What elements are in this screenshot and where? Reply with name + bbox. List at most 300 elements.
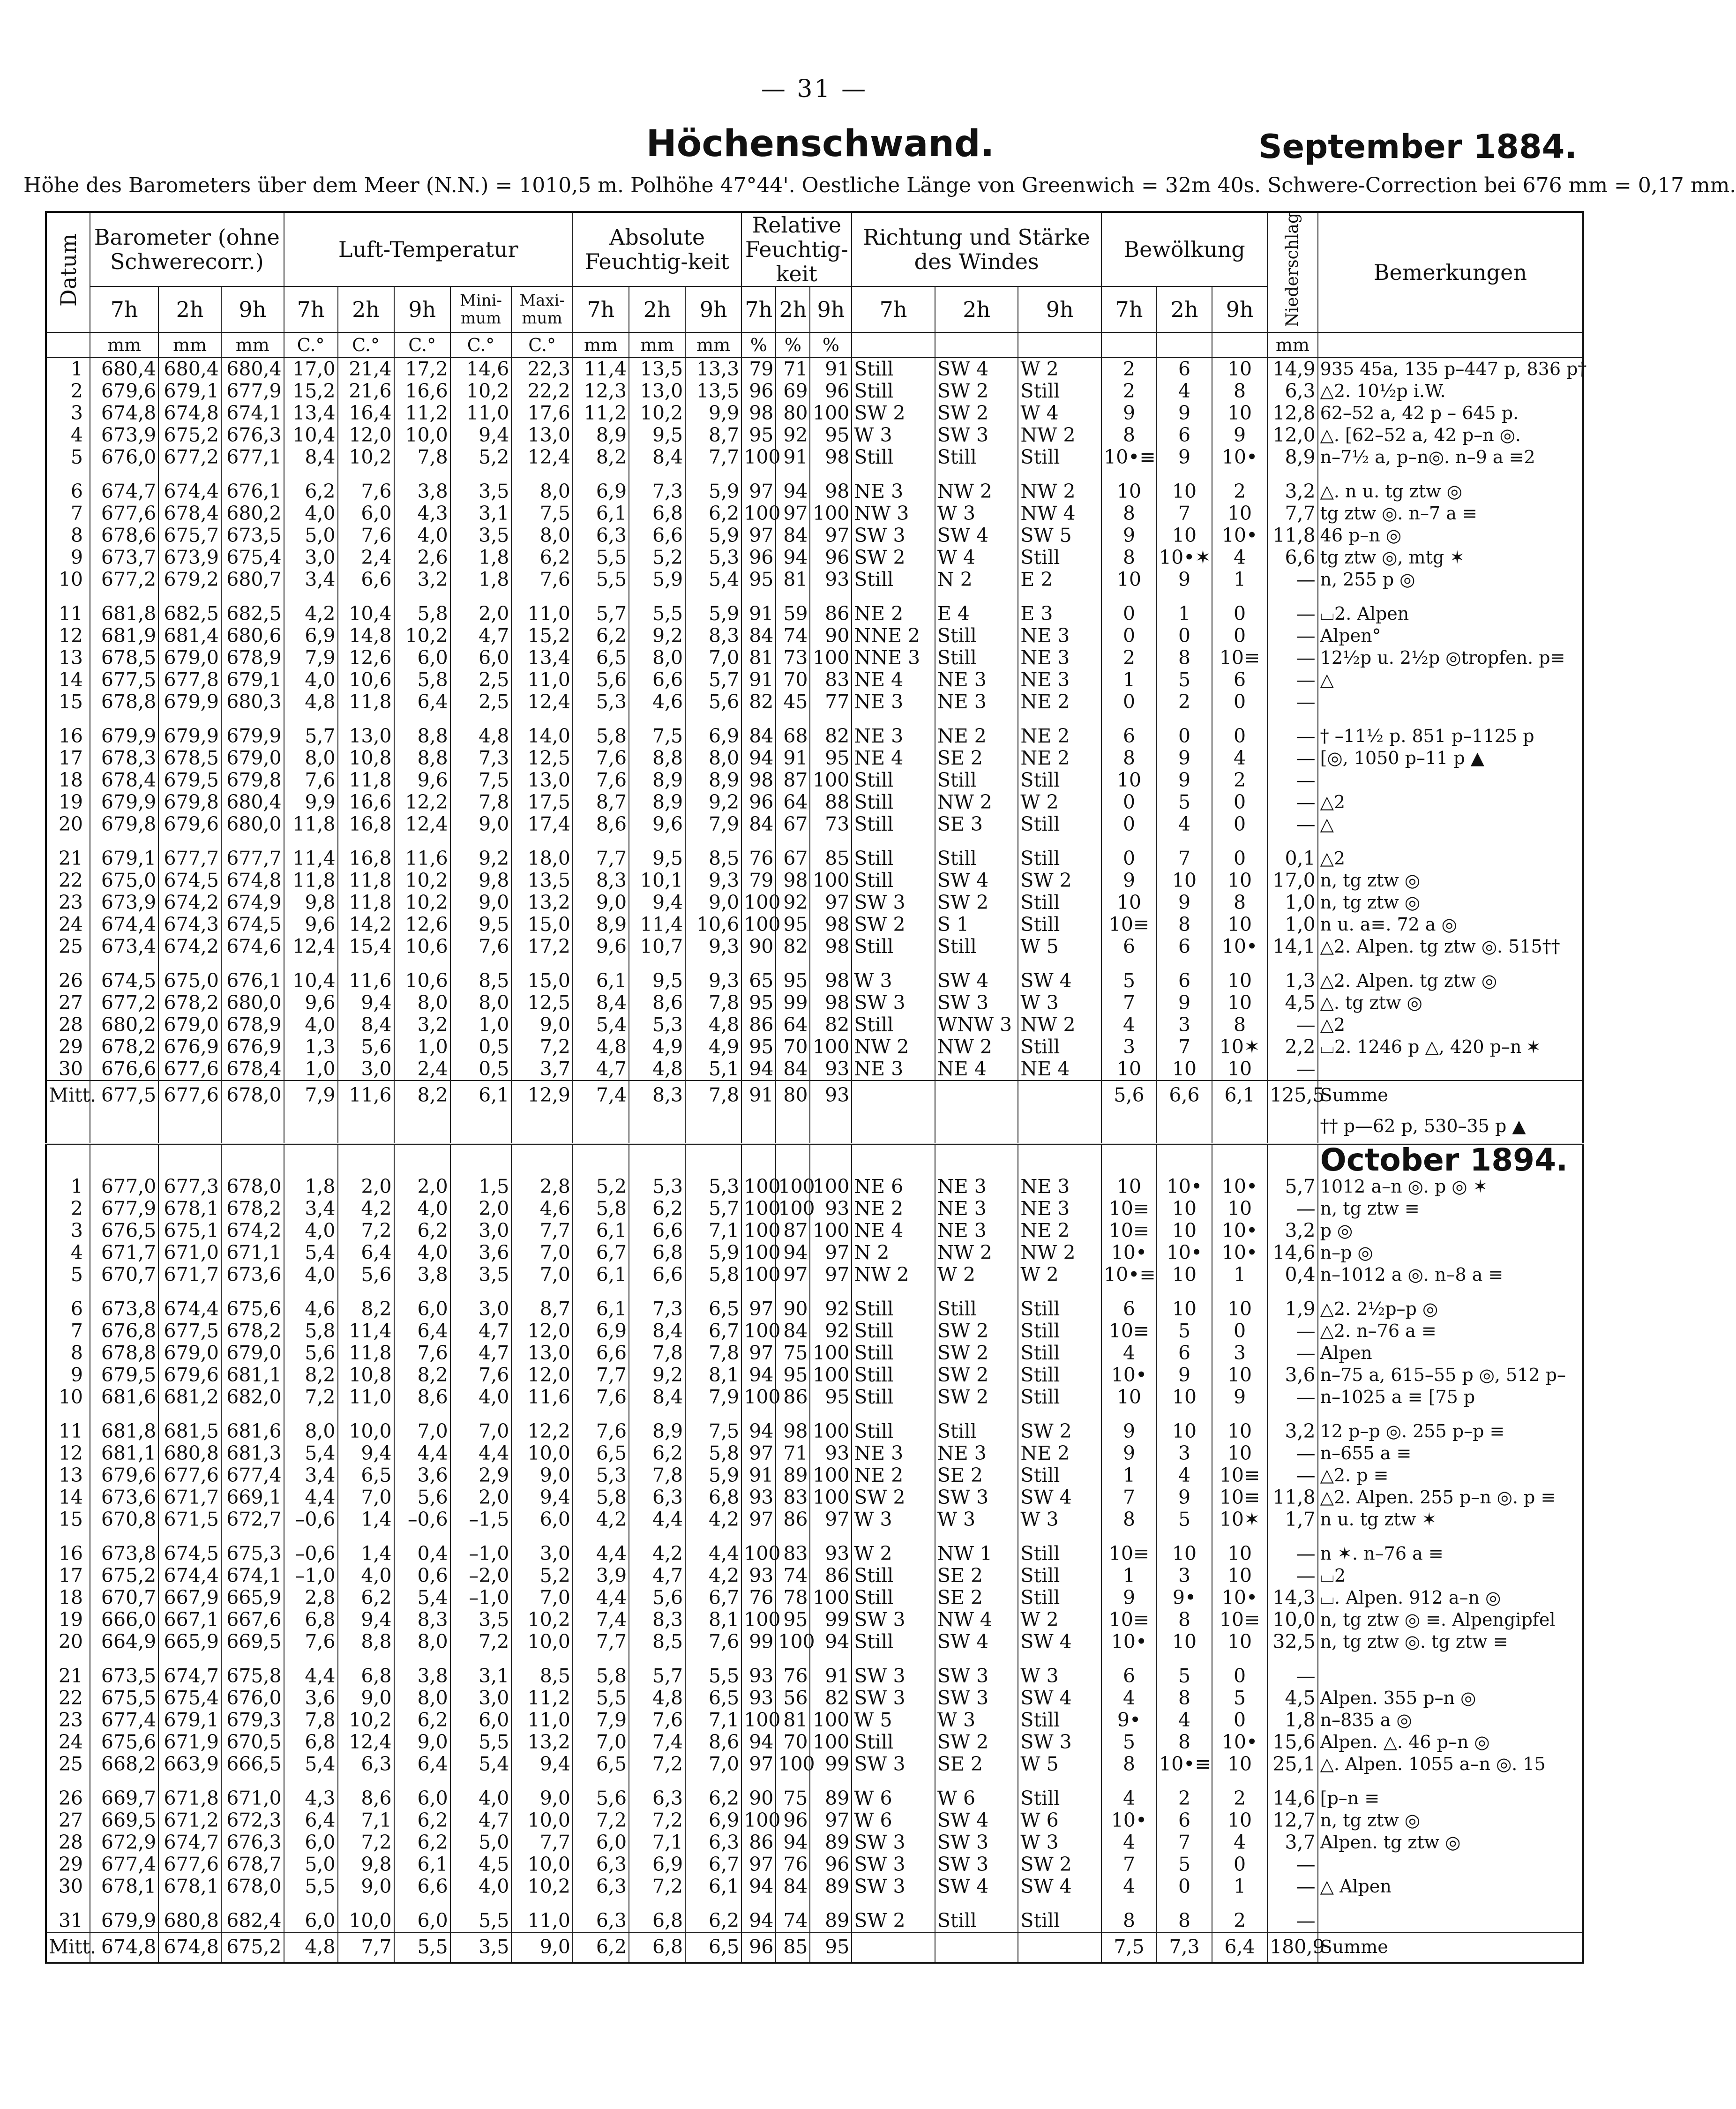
value-cell: 6,7	[685, 1320, 741, 1342]
value-cell: 7,2	[338, 1831, 394, 1854]
value-cell: 86	[741, 1831, 776, 1854]
value-cell: 669,5	[90, 1809, 158, 1831]
value-cell: 95	[810, 424, 852, 446]
value-cell: 8,0	[629, 647, 685, 669]
value-cell: Still	[1018, 1298, 1101, 1320]
value-cell: 8,9	[1267, 446, 1318, 468]
value-cell: 4,3	[394, 503, 450, 525]
value-cell: 681,4	[158, 625, 221, 647]
value-cell: 3,5	[450, 1264, 512, 1286]
remark-cell: Summe	[1318, 1081, 1583, 1110]
value-cell: NW 1	[935, 1543, 1018, 1565]
value-cell: 678,8	[90, 1342, 158, 1364]
value-cell: 12,2	[511, 1420, 573, 1442]
value-cell: 6,2	[394, 1220, 450, 1242]
value-cell: 9,0	[394, 1731, 450, 1753]
value-cell: 9,3	[685, 970, 741, 992]
remark-cell: 46 p–n ◎	[1318, 525, 1583, 547]
value-cell: 11,2	[394, 402, 450, 424]
value-cell: 7,6	[338, 480, 394, 503]
value-cell: 678,4	[221, 1058, 284, 1081]
value-cell: NE 2	[852, 1464, 935, 1486]
value-cell: 679,9	[90, 1910, 158, 1932]
day-cell: 29	[46, 1854, 90, 1876]
value-cell: 679,1	[158, 1709, 221, 1731]
value-cell: 3,6	[284, 1687, 338, 1709]
value-cell: 7,8	[394, 446, 450, 468]
value-cell: 4,0	[394, 525, 450, 547]
value-cell: 9,0	[511, 1464, 573, 1486]
value-cell: 8	[1101, 503, 1157, 525]
value-cell: 98	[741, 769, 776, 791]
value-cell: 93	[741, 1565, 776, 1587]
remark-cell: ⌴2	[1318, 1565, 1583, 1587]
value-cell: 92	[810, 1320, 852, 1342]
value-cell: —	[1267, 569, 1318, 591]
day-cell: 10	[46, 569, 90, 591]
value-cell: 7,7	[573, 848, 629, 870]
value-cell: 10•	[1101, 1364, 1157, 1386]
table-row	[46, 1198, 1583, 1220]
value-cell: 10•≡	[1101, 446, 1157, 468]
value-cell: 10≡	[1101, 1543, 1157, 1565]
value-cell: 1,8	[284, 1176, 338, 1198]
value-cell: 7,6	[629, 1709, 685, 1731]
value-cell: 677,2	[158, 446, 221, 468]
day-cell: 4	[46, 1242, 90, 1264]
value-cell: 4	[1157, 1709, 1212, 1731]
unit-cell: C.°	[450, 332, 512, 358]
value-cell: 676,9	[158, 1036, 221, 1058]
value-cell: Still	[1018, 446, 1101, 468]
value-cell: 82	[776, 936, 810, 958]
value-cell: 97	[741, 1298, 776, 1320]
remark-cell: n–835 a ◎	[1318, 1709, 1583, 1731]
value-cell: 17,6	[511, 402, 573, 424]
remark-cell: n, tg ztw ◎. tg ztw ≡	[1318, 1631, 1583, 1653]
value-cell: 100	[741, 1543, 776, 1565]
value-cell: 95	[741, 992, 776, 1014]
value-cell: 680,4	[221, 358, 284, 380]
mean-row	[46, 1932, 1583, 1963]
day-cell: 9	[46, 1364, 90, 1386]
table-row	[46, 1709, 1583, 1731]
datum-header: Datum	[46, 212, 90, 332]
value-cell: —	[1267, 1854, 1318, 1876]
value-cell: 70	[776, 669, 810, 691]
value-cell: 7,4	[573, 1081, 629, 1110]
remark-cell: △2. Alpen. tg ztw ◎	[1318, 970, 1583, 992]
value-cell: 3,0	[511, 1543, 573, 1565]
value-cell: E 4	[935, 603, 1018, 625]
value-cell: 8	[1101, 547, 1157, 569]
value-cell: 0	[1212, 791, 1267, 813]
value-cell: 675,1	[158, 1220, 221, 1242]
value-cell: 9	[1157, 1486, 1212, 1509]
value-cell: 97	[741, 1753, 776, 1775]
value-cell: 4,6	[511, 1198, 573, 1220]
value-cell: 4	[1101, 1014, 1157, 1036]
day-cell: 31	[46, 1910, 90, 1932]
value-cell: W 6	[852, 1809, 935, 1831]
value-cell: 678,7	[221, 1854, 284, 1876]
value-cell: 69	[776, 380, 810, 402]
value-cell: 59	[776, 603, 810, 625]
value-cell: 6	[1157, 358, 1212, 380]
value-cell: 5,7	[573, 603, 629, 625]
value-cell: 12,0	[1267, 424, 1318, 446]
value-cell: 5,4	[284, 1442, 338, 1464]
value-cell: 5,3	[629, 1176, 685, 1198]
value-cell: 11,6	[338, 1081, 394, 1110]
value-cell: 96	[741, 547, 776, 569]
value-cell: 4,5	[450, 1854, 512, 1876]
value-cell: 5,6	[394, 1486, 450, 1509]
value-cell: 673,4	[90, 936, 158, 958]
value-cell: 7	[1101, 1854, 1157, 1876]
day-cell: 24	[46, 1731, 90, 1753]
value-cell: 9,6	[284, 914, 338, 936]
value-cell: 100	[741, 446, 776, 468]
value-cell: 8,2	[394, 1364, 450, 1386]
value-cell: 6,2	[511, 547, 573, 569]
value-cell: W 3	[852, 970, 935, 992]
value-cell: 10	[1212, 1631, 1267, 1653]
mean-row	[46, 1081, 1583, 1110]
value-cell: 94	[810, 1631, 852, 1653]
value-cell: 17,0	[284, 358, 338, 380]
value-cell: NE 2	[1018, 747, 1101, 769]
unit-cell: C.°	[511, 332, 573, 358]
value-cell: 9,0	[511, 1932, 573, 1963]
value-cell: 675,4	[158, 1687, 221, 1709]
day-cell: 21	[46, 1665, 90, 1687]
value-cell: 7,7	[338, 1932, 394, 1963]
table-row	[46, 1036, 1583, 1058]
value-cell: 8,4	[629, 1386, 685, 1408]
value-cell: 0,4	[394, 1543, 450, 1565]
value-cell: 7,9	[685, 1386, 741, 1408]
value-cell: 6,6	[573, 1342, 629, 1364]
day-cell: 19	[46, 791, 90, 813]
value-cell: 9,2	[629, 1364, 685, 1386]
value-cell: 84	[776, 1320, 810, 1342]
value-cell: 5	[1101, 970, 1157, 992]
value-cell: 4,8	[629, 1058, 685, 1081]
value-cell: 7,6	[573, 1386, 629, 1408]
value-cell: 10,2	[338, 1709, 394, 1731]
value-cell: 17,2	[511, 936, 573, 958]
value-cell: 16,8	[338, 848, 394, 870]
day-cell: 17	[46, 747, 90, 769]
day-cell: 11	[46, 603, 90, 625]
value-cell: 94	[776, 480, 810, 503]
value-cell: 10	[1157, 1298, 1212, 1320]
value-cell: 71	[776, 358, 810, 380]
remark-cell: △ Alpen	[1318, 1876, 1583, 1898]
value-cell: 10•	[1212, 1220, 1267, 1242]
value-cell: 70	[776, 1036, 810, 1058]
value-cell: 5	[1157, 1509, 1212, 1531]
value-cell: Still	[1018, 769, 1101, 791]
value-cell: 9	[1101, 1420, 1157, 1442]
value-cell: 100	[741, 1386, 776, 1408]
value-cell: 97	[741, 1342, 776, 1364]
value-cell: 8,7	[511, 1298, 573, 1320]
day-cell: 20	[46, 813, 90, 835]
value-cell: 7	[1157, 503, 1212, 525]
value-cell: W 5	[1018, 936, 1101, 958]
value-cell: Still	[935, 1298, 1018, 1320]
value-cell: N 2	[852, 1242, 935, 1264]
day-cell: 1	[46, 1176, 90, 1198]
value-cell: Still	[1018, 1386, 1101, 1408]
value-cell: 4	[1101, 1687, 1157, 1709]
value-cell: 45	[776, 691, 810, 713]
value-cell: 6,3	[685, 1831, 741, 1854]
value-cell: 1,0	[394, 1036, 450, 1058]
value-cell: 9,2	[450, 848, 512, 870]
value-cell: 9	[1101, 1442, 1157, 1464]
value-cell: 13,5	[685, 380, 741, 402]
value-cell: 82	[810, 1687, 852, 1709]
value-cell: NW 4	[1018, 503, 1101, 525]
value-cell: 6,6	[394, 1876, 450, 1898]
value-cell: 11,8	[284, 813, 338, 835]
value-cell: NE 3	[852, 691, 935, 713]
value-cell: 14,2	[338, 914, 394, 936]
value-cell: 7,8	[685, 1081, 741, 1110]
value-cell: 680,7	[221, 569, 284, 591]
table-row	[46, 1854, 1583, 1876]
value-cell: 6,8	[629, 1242, 685, 1264]
value-cell: SE 2	[935, 1587, 1018, 1609]
value-cell: 679,6	[90, 380, 158, 402]
wind-7h: 7h	[852, 286, 935, 332]
value-cell: 10,4	[284, 970, 338, 992]
value-cell: Still	[852, 1014, 935, 1036]
cloud-7h: 7h	[1101, 286, 1157, 332]
value-cell: 95	[810, 1386, 852, 1408]
value-cell: 9,6	[573, 936, 629, 958]
value-cell: 100	[741, 503, 776, 525]
value-cell: 6,2	[394, 1709, 450, 1731]
value-cell: 675,5	[90, 1687, 158, 1709]
value-cell: 674,5	[221, 914, 284, 936]
value-cell: 674,1	[221, 1565, 284, 1587]
value-cell: 5,3	[685, 547, 741, 569]
value-cell: 670,5	[221, 1731, 284, 1753]
value-cell: 15,4	[338, 936, 394, 958]
value-cell: 7,7	[1267, 503, 1318, 525]
value-cell: 6	[1101, 1298, 1157, 1320]
value-cell: —	[1267, 1342, 1318, 1364]
value-cell: 7,0	[685, 647, 741, 669]
value-cell: 100	[810, 503, 852, 525]
value-cell: 678,2	[221, 1320, 284, 1342]
value-cell: 0,1	[1267, 848, 1318, 870]
value-cell: 32,5	[1267, 1631, 1318, 1653]
value-cell: 10	[1101, 480, 1157, 503]
value-cell: 671,7	[158, 1264, 221, 1286]
value-cell: 6,9	[284, 625, 338, 647]
value-cell: 677,4	[221, 1464, 284, 1486]
value-cell: 11,4	[573, 358, 629, 380]
value-cell: 10,8	[338, 747, 394, 769]
value-cell: 678,2	[158, 992, 221, 1014]
value-cell: 6,8	[338, 1665, 394, 1687]
value-cell: 10≡	[1212, 1464, 1267, 1486]
value-cell: 8,1	[685, 1364, 741, 1386]
remark-cell: △2. Alpen. tg ztw ◎. 515††	[1318, 936, 1583, 958]
value-cell: 11,6	[394, 848, 450, 870]
value-cell: 12,0	[511, 1364, 573, 1386]
remark-cell: n–655 a ≡	[1318, 1442, 1583, 1464]
value-cell: SW 3	[935, 424, 1018, 446]
value-cell: 671,1	[221, 1242, 284, 1264]
value-cell: 6,0	[511, 1509, 573, 1531]
value-cell: 676,0	[221, 1687, 284, 1709]
value-cell: 4,8	[573, 1036, 629, 1058]
value-cell: 91	[741, 603, 776, 625]
value-cell: 5,8	[685, 1442, 741, 1464]
value-cell: 2,5	[450, 669, 512, 691]
value-cell: 5,7	[284, 725, 338, 747]
abs-7h: 7h	[573, 286, 629, 332]
value-cell: 6	[1101, 725, 1157, 747]
value-cell: SW 4	[1018, 1687, 1101, 1709]
value-cell: 100	[810, 870, 852, 892]
value-cell: 95	[776, 970, 810, 992]
value-cell: 11,0	[338, 1386, 394, 1408]
remark-cell: 12 p–p ◎. 255 p–p ≡	[1318, 1420, 1583, 1442]
value-cell: 682,0	[221, 1386, 284, 1408]
value-cell: 0	[1101, 813, 1157, 835]
value-cell	[935, 1081, 1018, 1110]
value-cell: 6,0	[338, 503, 394, 525]
value-cell: NE 3	[852, 1058, 935, 1081]
value-cell: —	[1267, 1442, 1318, 1464]
value-cell: 9	[1157, 402, 1212, 424]
value-cell: 5,7	[629, 1665, 685, 1687]
value-cell: 9	[1157, 1364, 1212, 1386]
value-cell: 671,7	[90, 1242, 158, 1264]
value-cell: 676,0	[90, 446, 158, 468]
value-cell: 91	[810, 1665, 852, 1687]
spacer-row	[46, 1898, 1583, 1910]
value-cell: 6,1	[685, 1876, 741, 1898]
value-cell: 674,4	[158, 1565, 221, 1587]
value-cell: —	[1267, 1014, 1318, 1036]
value-cell: 5,7	[685, 669, 741, 691]
value-cell: —	[1267, 691, 1318, 713]
value-cell: 7,8	[284, 1709, 338, 1731]
value-cell: 9,0	[511, 1014, 573, 1036]
value-cell: 90	[776, 1298, 810, 1320]
value-cell: W 3	[1018, 1509, 1101, 1531]
table-row	[46, 1731, 1583, 1753]
value-cell: 8,0	[394, 1687, 450, 1709]
value-cell: Still	[852, 446, 935, 468]
remark-cell: n ✶. n–76 a ≡	[1318, 1543, 1583, 1565]
value-cell: 100	[810, 1420, 852, 1442]
remark-cell: n, tg ztw ◎	[1318, 1809, 1583, 1831]
value-cell: 5,4	[394, 1587, 450, 1609]
value-cell: 7,0	[511, 1264, 573, 1286]
value-cell: 76	[776, 1854, 810, 1876]
value-cell: 89	[810, 1876, 852, 1898]
value-cell: 8,4	[629, 1320, 685, 1342]
day-cell: 29	[46, 1036, 90, 1058]
value-cell: 7,0	[511, 1587, 573, 1609]
value-cell	[852, 1081, 935, 1110]
value-cell: 7,6	[573, 769, 629, 791]
value-cell: 85	[776, 1932, 810, 1963]
remark-cell: △. n u. tg ztw ◎	[1318, 480, 1583, 503]
table-row	[46, 480, 1583, 503]
value-cell: 97	[810, 892, 852, 914]
value-cell: 4,7	[450, 625, 512, 647]
day-cell: 16	[46, 1543, 90, 1565]
value-cell: 86	[776, 1386, 810, 1408]
value-cell: 676,8	[90, 1320, 158, 1342]
value-cell: 5,6	[685, 691, 741, 713]
value-cell: 4,2	[573, 1509, 629, 1531]
value-cell: 1,7	[1267, 1509, 1318, 1531]
value-cell: 8,6	[394, 1386, 450, 1408]
table-row	[46, 1753, 1583, 1775]
value-cell: 8,0	[511, 525, 573, 547]
remark-cell: n, 255 p ◎	[1318, 569, 1583, 591]
value-cell: 5,4	[284, 1753, 338, 1775]
remark-cell: [◎, 1050 p–11 p ▲	[1318, 747, 1583, 769]
value-cell: 7,1	[685, 1220, 741, 1242]
value-cell: 80	[776, 402, 810, 424]
value-cell: 77	[810, 691, 852, 713]
value-cell: 6,2	[629, 1198, 685, 1220]
value-cell: 84	[776, 1876, 810, 1898]
value-cell: 10	[1157, 1386, 1212, 1408]
value-cell: 10≡	[1212, 1486, 1267, 1509]
value-cell: —	[1267, 791, 1318, 813]
unit-cell: mm	[158, 332, 221, 358]
value-cell: 0	[1157, 725, 1212, 747]
day-cell: 7	[46, 503, 90, 525]
value-cell: 0	[1212, 691, 1267, 713]
value-cell: W 2	[1018, 358, 1101, 380]
value-cell: 3,0	[450, 1298, 512, 1320]
value-cell: 8	[1101, 1753, 1157, 1775]
value-cell: 100	[741, 914, 776, 936]
value-cell: —	[1267, 1665, 1318, 1687]
value-cell: –2,0	[450, 1565, 512, 1587]
value-cell: 9,4	[338, 1442, 394, 1464]
value-cell: 675,4	[221, 547, 284, 569]
value-cell: 10,4	[284, 424, 338, 446]
value-cell: 6	[1212, 669, 1267, 691]
value-cell: SW 3	[852, 1665, 935, 1687]
bar-9h: 9h	[221, 286, 284, 332]
table-row	[46, 747, 1583, 769]
table-row	[46, 1058, 1583, 1081]
value-cell: NE 2	[1018, 1220, 1101, 1242]
value-cell: 667,9	[158, 1587, 221, 1609]
remark-cell: 935 45a, 135 p–447 p, 836 p†	[1318, 358, 1583, 380]
value-cell: 90	[741, 936, 776, 958]
value-cell: 10•≡	[1157, 1753, 1212, 1775]
value-cell: 5,7	[685, 1198, 741, 1220]
september-footnote: †† p—62 p, 530–35 p ▲	[1318, 1110, 1583, 1144]
